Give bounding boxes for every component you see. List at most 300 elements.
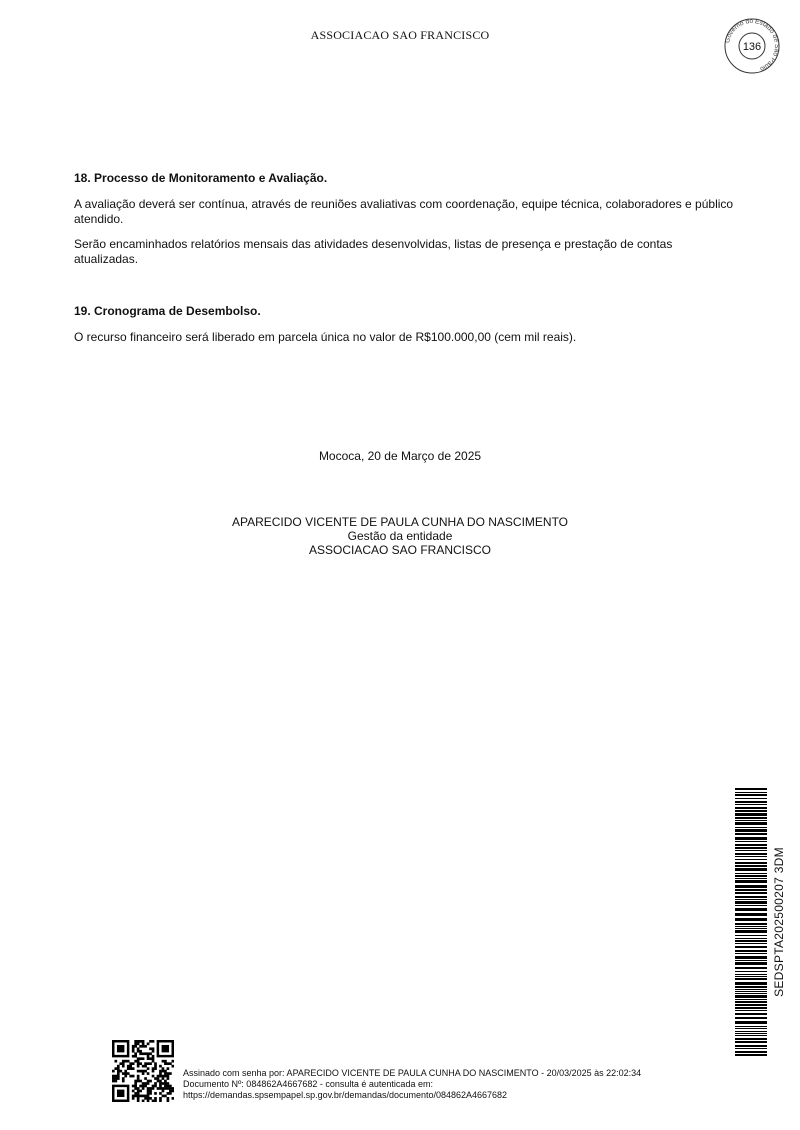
qr-module: [124, 1070, 127, 1073]
qr-module: [147, 1062, 150, 1065]
signer-entity: ASSOCIACAO SAO FRANCISCO: [308, 543, 492, 557]
qr-module: [134, 1052, 137, 1055]
qr-module: [147, 1072, 150, 1075]
qr-module: [144, 1097, 147, 1100]
qr-module: [149, 1057, 152, 1060]
barcode-bar: [735, 1021, 767, 1024]
barcode-bar: [735, 923, 767, 925]
barcode-bar: [735, 868, 767, 871]
barcode-bar: [735, 853, 767, 855]
barcode-bar: [735, 1041, 767, 1043]
qr-module: [122, 1060, 125, 1063]
qr-module: [162, 1077, 165, 1080]
barcode-bar: [735, 956, 767, 959]
barcode-bar: [735, 1013, 767, 1015]
signature-footer: [183, 1068, 743, 1101]
barcode-bar: [735, 1045, 767, 1047]
qr-module: [124, 1072, 127, 1075]
qr-module: [127, 1065, 130, 1068]
qr-module: [167, 1100, 170, 1102]
qr-module: [152, 1070, 155, 1073]
qr-module: [127, 1067, 130, 1070]
barcode-bar: [735, 841, 767, 842]
qr-module: [137, 1040, 140, 1043]
qr-module: [137, 1080, 140, 1083]
barcode-bar: [735, 1026, 767, 1027]
qr-module: [134, 1040, 137, 1043]
qr-module: [139, 1080, 142, 1083]
qr-module: [159, 1082, 162, 1085]
qr-module: [142, 1095, 145, 1098]
barcode-bar: [735, 905, 767, 906]
qr-module: [164, 1095, 167, 1098]
qr-module: [134, 1087, 137, 1090]
qr-module: [142, 1052, 145, 1055]
barcode-bar: [735, 892, 767, 894]
qr-module: [147, 1042, 150, 1045]
qr-module: [132, 1067, 135, 1070]
barcode-bar: [735, 1033, 767, 1034]
barcode-bar: [735, 999, 767, 1000]
barcode-bar: [735, 1017, 767, 1019]
barcode-bar: [735, 974, 767, 975]
barcode-bar: [735, 810, 767, 812]
qr-module: [147, 1090, 150, 1093]
barcode-bar: [735, 913, 767, 916]
qr-module: [142, 1087, 145, 1090]
qr-module: [134, 1082, 137, 1085]
qr-module: [132, 1062, 135, 1065]
qr-module: [172, 1090, 174, 1093]
qr-module: [144, 1077, 147, 1080]
barcode-bar: [735, 875, 767, 877]
barcode-bar: [735, 847, 767, 849]
qr-module: [122, 1062, 125, 1065]
qr-module: [137, 1065, 140, 1068]
barcode-bar: [735, 792, 767, 793]
qr-module: [147, 1100, 150, 1102]
qr-module: [157, 1075, 160, 1078]
qr-module: [172, 1087, 174, 1090]
qr-module: [134, 1080, 137, 1083]
qr-module: [164, 1085, 167, 1088]
qr-module: [167, 1087, 170, 1090]
qr-module: [129, 1065, 132, 1068]
qr-module: [144, 1085, 147, 1088]
qr-module: [132, 1097, 135, 1100]
barcode-bar: [735, 993, 767, 994]
qr-module: [139, 1070, 142, 1073]
qr-module: [114, 1067, 117, 1070]
qr-module: [167, 1062, 170, 1065]
qr-module: [137, 1047, 140, 1050]
barcode-bar: [735, 991, 767, 992]
qr-code: [112, 1040, 174, 1102]
qr-module: [134, 1045, 137, 1048]
qr-module: [122, 1080, 125, 1083]
barcode-bar: [735, 953, 767, 954]
qr-module: [144, 1082, 147, 1085]
qr-module: [127, 1072, 130, 1075]
qr-module: [142, 1072, 145, 1075]
qr-module: [152, 1057, 155, 1060]
qr-module: [149, 1087, 152, 1090]
qr-module: [137, 1042, 140, 1045]
barcode-bar: [735, 1038, 767, 1040]
qr-module: [137, 1062, 140, 1065]
qr-module: [144, 1062, 147, 1065]
qr-module: [147, 1055, 150, 1058]
qr-module: [159, 1100, 162, 1102]
barcode-bar: [735, 976, 767, 977]
qr-module: [144, 1065, 147, 1068]
barcode-bar: [735, 986, 767, 988]
qr-module: [154, 1085, 157, 1088]
qr-module: [139, 1052, 142, 1055]
barcode-bar: [735, 813, 767, 816]
qr-module: [162, 1060, 165, 1063]
seal-graphic: [724, 18, 780, 74]
barcode-bar: [735, 1004, 767, 1006]
barcode-bar: [735, 873, 767, 874]
qr-module: [132, 1055, 135, 1058]
qr-module: [132, 1045, 135, 1048]
header-title: ASSOCIACAO SAO FRANCISCO: [310, 28, 490, 42]
barcode-bar: [735, 950, 767, 952]
qr-module: [154, 1062, 157, 1065]
barcode-graphic: [735, 788, 767, 1056]
qr-module: [159, 1097, 162, 1100]
barcode-bar: [735, 1010, 767, 1011]
barcode-bar: [735, 878, 767, 879]
section-18-paragraph-2: Serão encaminhados relatórios mensais das atividades desenvolvidas, listas de presença e prestação de contas atualizadas.: [74, 237, 673, 266]
qr-module: [142, 1045, 145, 1048]
qr-module: [124, 1060, 127, 1063]
qr-code-graphic: [112, 1040, 174, 1102]
barcode-bar: [735, 938, 767, 939]
qr-module: [139, 1057, 142, 1060]
qr-module: [122, 1077, 125, 1080]
barcode-bar: [735, 822, 767, 825]
qr-module: [157, 1080, 160, 1083]
barcode-bar: [735, 885, 767, 888]
barcode-bar: [735, 862, 767, 864]
qr-module: [147, 1087, 150, 1090]
qr-module: [119, 1062, 122, 1065]
qr-module: [149, 1062, 152, 1065]
qr-module: [132, 1085, 135, 1088]
qr-module: [164, 1060, 167, 1063]
barcode-bar: [735, 844, 767, 846]
qr-module: [162, 1070, 165, 1073]
barcode-bar: [735, 935, 767, 936]
barcode-bar: [735, 960, 767, 961]
qr-module: [162, 1087, 165, 1090]
qr-module: [167, 1077, 170, 1080]
qr-module: [167, 1067, 170, 1070]
qr-module: [134, 1055, 137, 1058]
barcode-bar: [735, 801, 767, 803]
barcode-code: SEDSPTA202500207 3DM: [772, 847, 786, 997]
barcode-bar: [735, 928, 767, 929]
qr-module: [142, 1070, 145, 1073]
barcode-bar: [735, 995, 767, 998]
qr-module: [142, 1057, 145, 1060]
qr-module: [142, 1042, 145, 1045]
qr-module: [129, 1062, 132, 1065]
barcode-bar: [735, 865, 767, 867]
qr-module: [122, 1065, 125, 1068]
qr-module: [114, 1075, 117, 1078]
qr-module: [144, 1045, 147, 1048]
qr-module: [157, 1087, 160, 1090]
barcode-bar: [735, 1051, 767, 1053]
qr-module: [117, 1070, 120, 1073]
barcode-bar: [735, 833, 767, 835]
qr-module: [139, 1050, 142, 1053]
qr-module: [167, 1082, 170, 1085]
qr-module: [164, 1070, 167, 1073]
qr-module: [162, 1095, 165, 1098]
barcode-bar: [735, 804, 767, 805]
qr-module: [147, 1067, 150, 1070]
qr-module: [142, 1040, 145, 1043]
barcode-bar: [735, 807, 767, 809]
section-18-paragraph-1: A avaliação deverá ser contínua, através de reuniões avaliativas com coordenação, equipe técnica, colaboradores e público atendido.: [74, 197, 734, 226]
barcode-bar: [735, 967, 767, 969]
qr-module: [127, 1060, 130, 1063]
qr-module: [142, 1100, 145, 1102]
barcode-bar: [735, 962, 767, 965]
qr-module: [154, 1067, 157, 1070]
qr-module: [169, 1092, 172, 1095]
qr-module: [132, 1095, 135, 1098]
qr-module: [142, 1065, 145, 1068]
barcode-bar: [735, 908, 767, 911]
qr-module: [172, 1097, 174, 1100]
qr-module: [154, 1082, 157, 1085]
qr-module: [112, 1075, 115, 1078]
qr-module: [134, 1095, 137, 1098]
barcode-bar: [735, 1048, 767, 1049]
qr-module: [117, 1075, 120, 1078]
qr-module: [147, 1092, 150, 1095]
qr-module: [159, 1070, 162, 1073]
qr-module: [132, 1050, 135, 1053]
barcode-bar: [735, 798, 767, 799]
qr-module: [154, 1092, 157, 1095]
qr-module: [142, 1082, 145, 1085]
qr-module: [142, 1085, 145, 1088]
qr-module: [114, 1060, 117, 1063]
footer-line-2: Documento Nº: 084862A4667682 - consulta é autenticada em:: [183, 1079, 433, 1089]
qr-module: [154, 1077, 157, 1080]
qr-module: [139, 1040, 142, 1043]
qr-module: [134, 1085, 137, 1088]
qr-module: [152, 1050, 155, 1053]
qr-module: [149, 1047, 152, 1050]
qr-module: [164, 1087, 167, 1090]
qr-module: [154, 1065, 157, 1068]
qr-module: [129, 1075, 132, 1078]
qr-finder: [117, 1090, 124, 1097]
qr-module: [159, 1085, 162, 1088]
qr-module: [152, 1100, 155, 1102]
qr-module: [147, 1095, 150, 1098]
qr-module: [149, 1090, 152, 1093]
barcode-bar: [735, 989, 767, 990]
qr-module: [149, 1040, 152, 1043]
qr-module: [164, 1072, 167, 1075]
barcode-text: [771, 788, 787, 1056]
qr-module: [169, 1062, 172, 1065]
signer-name: APARECIDO VICENTE DE PAULA CUNHA DO NASCIMENTO: [231, 515, 569, 529]
barcode-bar: [735, 1001, 767, 1003]
barcode-bar: [735, 794, 767, 796]
qr-module: [167, 1097, 170, 1100]
qr-module: [114, 1077, 117, 1080]
qr-module: [152, 1075, 155, 1078]
qr-module: [147, 1097, 150, 1100]
barcode-bar: [735, 827, 767, 828]
barcode-bar: [735, 926, 767, 927]
qr-module: [134, 1060, 137, 1063]
qr-module: [147, 1082, 150, 1085]
barcode-bar: [735, 899, 767, 900]
qr-module: [169, 1072, 172, 1075]
qr-module: [114, 1080, 117, 1083]
barcode-bar: [735, 1035, 767, 1036]
signer-role: Gestão da entidade: [347, 529, 453, 543]
qr-module: [162, 1067, 165, 1070]
qr-module: [132, 1090, 135, 1093]
barcode-bar: [735, 1031, 767, 1032]
barcode-bar: [735, 1007, 767, 1009]
qr-module: [137, 1060, 140, 1063]
qr-module: [164, 1082, 167, 1085]
barcode-bar: [735, 859, 767, 860]
qr-module: [149, 1097, 152, 1100]
section-18-heading: 18. Processo de Monitoramento e Avaliação.: [74, 171, 328, 185]
barcode-bar: [735, 896, 767, 898]
qr-module: [137, 1057, 140, 1060]
qr-module: [147, 1052, 150, 1055]
qr-module: [119, 1070, 122, 1073]
qr-module: [157, 1077, 160, 1080]
qr-module: [152, 1085, 155, 1088]
qr-module: [139, 1062, 142, 1065]
qr-module: [144, 1052, 147, 1055]
qr-module: [152, 1047, 155, 1050]
qr-module: [159, 1080, 162, 1083]
page-number: 136: [742, 41, 762, 53]
section-19-paragraph-1: O recurso financeiro será liberado em parcela única no valor de R$100.000,00 (cem mil reais).: [74, 330, 577, 344]
qr-module: [139, 1090, 142, 1093]
barcode-bar: [735, 943, 767, 944]
barcode-bar: [735, 889, 767, 891]
qr-module: [137, 1095, 140, 1098]
qr-module: [164, 1075, 167, 1078]
qr-module: [154, 1097, 157, 1100]
qr-module: [137, 1100, 140, 1102]
footer-line-1: Assinado com senha por: APARECIDO VICENTE DE PAULA CUNHA DO NASCIMENTO - 20/03/2025 às 22:02:34: [183, 1068, 642, 1078]
barcode-bar: [735, 982, 767, 985]
barcode-bar: [735, 971, 767, 972]
barcode-bar: [735, 856, 767, 857]
qr-module: [137, 1097, 140, 1100]
qr-module: [152, 1055, 155, 1058]
qr-module: [112, 1077, 115, 1080]
qr-module: [164, 1080, 167, 1083]
qr-module: [159, 1075, 162, 1078]
qr-module: [137, 1092, 140, 1095]
barcode-bar: [735, 946, 767, 948]
qr-module: [172, 1065, 174, 1068]
barcode-bar: [735, 817, 767, 819]
qr-module: [137, 1070, 140, 1073]
qr-module: [144, 1070, 147, 1073]
qr-module: [167, 1085, 170, 1088]
qr-module: [159, 1087, 162, 1090]
qr-module: [149, 1052, 152, 1055]
barcode: [735, 788, 767, 1056]
qr-module: [117, 1065, 120, 1068]
qr-module: [124, 1075, 127, 1078]
qr-module: [152, 1087, 155, 1090]
qr-module: [162, 1090, 165, 1093]
qr-module: [132, 1075, 135, 1078]
qr-module: [167, 1075, 170, 1078]
place-date: Mococa, 20 de Março de 2025: [318, 449, 482, 463]
qr-module: [129, 1067, 132, 1070]
qr-module: [162, 1082, 165, 1085]
qr-module: [152, 1060, 155, 1063]
qr-module: [167, 1092, 170, 1095]
qr-finder: [162, 1045, 169, 1052]
qr-module: [149, 1092, 152, 1095]
qr-module: [117, 1067, 120, 1070]
barcode-bar: [735, 820, 767, 821]
barcode-bar: [735, 829, 767, 832]
barcode-bar: [735, 940, 767, 942]
qr-module: [117, 1072, 120, 1075]
qr-module: [134, 1042, 137, 1045]
qr-module: [172, 1060, 174, 1063]
qr-module: [137, 1075, 140, 1078]
qr-module: [147, 1080, 150, 1083]
qr-module: [117, 1077, 120, 1080]
qr-module: [137, 1050, 140, 1053]
qr-module: [167, 1072, 170, 1075]
qr-module: [147, 1057, 150, 1060]
qr-module: [112, 1080, 115, 1083]
barcode-bar: [735, 978, 767, 980]
qr-module: [152, 1040, 155, 1043]
qr-module: [122, 1072, 125, 1075]
qr-module: [169, 1090, 172, 1093]
barcode-bar: [735, 930, 767, 933]
barcode-bar: [735, 837, 767, 840]
qr-module: [149, 1080, 152, 1083]
qr-module: [169, 1087, 172, 1090]
section-19-heading: 19. Cronograma de Desembolso.: [74, 304, 261, 318]
qr-module: [134, 1092, 137, 1095]
qr-module: [169, 1085, 172, 1088]
qr-module: [159, 1092, 162, 1095]
barcode-bar: [735, 901, 767, 904]
qr-module: [159, 1065, 162, 1068]
qr-module: [144, 1095, 147, 1098]
